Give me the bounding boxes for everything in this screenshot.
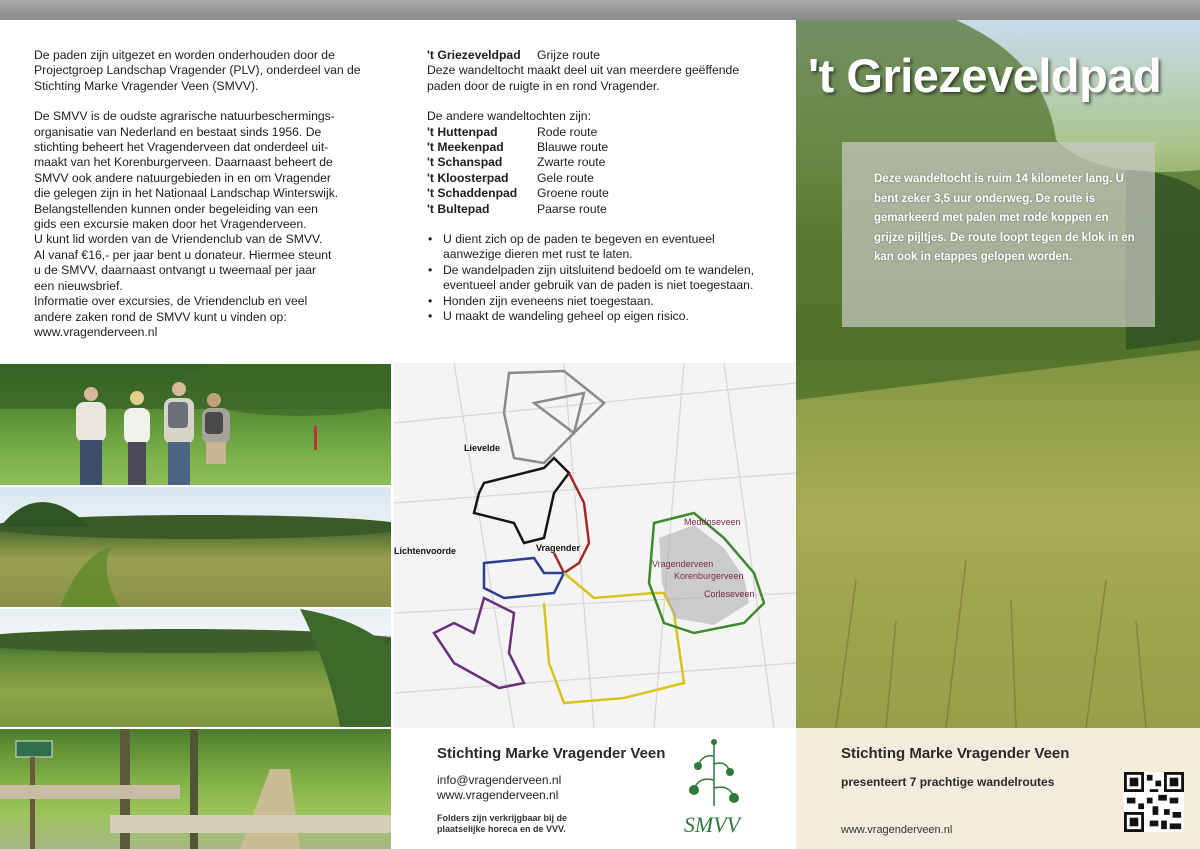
route-row-name: 't Kloosterpad — [427, 170, 509, 185]
route-row-color: Blauwe route — [537, 140, 609, 155]
cover-footer — [796, 728, 1200, 849]
cover-landscape — [796, 20, 1200, 728]
smvv-line: andere zaken rond de SMVV kunt u vinden op: — [34, 309, 287, 324]
map-label-lievelde: Lievelde — [464, 443, 501, 453]
photo-meadow — [0, 609, 391, 727]
purple-route — [434, 598, 524, 688]
route-row — [427, 125, 772, 140]
smvv-line: die gelegen zijn in het Nationaal Landschap Winterswijk. — [34, 186, 339, 201]
smvv-line: organisatie van Nederland en bestaat sinds 1956. De — [34, 124, 322, 139]
cover-org-name: Stichting Marke Vragender Veen — [841, 745, 1070, 762]
rule-item: • Honden zijn eveneens niet toegestaan. — [427, 294, 772, 309]
cover-website[interactable]: www.vragenderveen.nl — [841, 824, 953, 836]
map-label-vragender: Vragender — [536, 543, 581, 553]
middle-text-column — [427, 48, 772, 325]
route-row — [427, 186, 772, 201]
route-row — [427, 155, 772, 170]
route-row-name: 't Schaddenpad — [427, 186, 518, 201]
heath-illustration — [0, 487, 391, 607]
route-row-color: Groene route — [537, 186, 609, 201]
route-map[interactable] — [394, 363, 796, 728]
route-row-name: 't Bultepad — [427, 201, 490, 216]
route-color: Grijze route — [537, 48, 600, 62]
yellow-route — [544, 573, 684, 703]
smvv-logo — [676, 736, 748, 842]
rule-item: • U maakt de wandeling geheel op eigen risico. — [427, 309, 772, 324]
route-description: Deze wandeltocht maakt deel uit van meerdere geëffende paden door de ruigte in en rond Vragender. — [427, 63, 740, 93]
route-name: 't Griezeveldpad — [427, 48, 521, 62]
smvv-line: maakt van het Korenburgerveen. Daarnaast beheert de — [34, 155, 333, 170]
black-route — [474, 458, 569, 543]
smvv-line: Al vanaf €16,- per jaar bent u donateur. Hiermee steunt — [34, 247, 332, 262]
rule-item: • U dient zich op de paden te begeven en eventueel aanwezige dieren met rust te laten. — [427, 232, 772, 263]
smvv-line: u de SMVV, daarnaast ontvangt u tweemaal per jaar — [34, 263, 317, 278]
photo-forest-path — [0, 729, 391, 849]
photo-heath-field — [0, 487, 391, 607]
route-row-color: Paarse route — [537, 201, 607, 216]
rule-item: • De wandelpaden zijn uitsluitend bedoeld om te wandelen, eventueel ander gebruik van de paden is niet toegestaan. — [427, 263, 772, 294]
cover-photo — [796, 20, 1200, 728]
map-label-lichtenvoorde: Lichtenvoorde — [394, 546, 457, 556]
hikers-illustration — [0, 364, 391, 485]
smvv-line: stichting beheert het Vragenderveen dat onderdeel uit- — [34, 140, 329, 155]
blue-route — [484, 558, 564, 598]
smvv-line: De SMVV is de oudste agrarische natuurbeschermings- — [34, 109, 335, 124]
meadow-illustration — [0, 609, 391, 727]
other-routes-heading: De andere wandeltochten zijn: — [427, 109, 591, 124]
photo-hikers — [0, 364, 391, 485]
route-row-color: Zwarte route — [537, 155, 606, 170]
smvv-line: Informatie over excursies, de Vriendenclub en veel — [34, 294, 308, 309]
logo-text: SMVV — [683, 812, 741, 837]
route-row-name: 't Meekenpad — [427, 140, 504, 155]
map-label-korenburgerveen: Korenburgerveen — [674, 571, 744, 581]
contact-panel — [394, 728, 796, 849]
map-label-meddoseveen: Meddoseveen — [684, 517, 741, 527]
smvv-line: een nieuwsbrief. — [34, 278, 123, 293]
left-text-column — [34, 48, 364, 340]
smvv-line: Belangstellenden kunnen onder begeleiding van een — [34, 201, 318, 216]
smvv-line: gids een excursie maken door het Vragenderveen. — [34, 217, 307, 232]
contact-website[interactable]: www.vragenderveen.nl — [437, 788, 559, 802]
route-row — [427, 140, 772, 155]
map-label-corleseveen: Corleseveen — [704, 589, 755, 599]
contact-email[interactable]: info@vragenderveen.nl — [437, 773, 562, 787]
route-header — [427, 48, 772, 63]
route-row-color: Rode route — [537, 124, 598, 139]
smvv-line: U kunt lid worden van de Vriendenclub van de SMVV. — [34, 232, 323, 247]
route-row-name: 't Huttenpad — [427, 124, 498, 139]
map-label-vragenderveen: Vragenderveen — [652, 559, 714, 569]
rules-list — [427, 232, 772, 324]
website-link[interactable]: www.vragenderveen.nl — [34, 324, 158, 339]
forest-illustration — [0, 729, 391, 849]
cover-info-text: Deze wandeltocht is ruim 14 kilometer lang. U bent zeker 3,5 uur onderweg. De route is gemarkeerd met palen met rode koppen en grijze pijltjes. De route loopt tegen de klok in en kan ook in etappes gelopen worden. — [874, 173, 1135, 264]
intro-paragraph: De paden zijn uitgezet en worden onderhouden door de Projectgroep Landschap Vragender (PLV), onderdeel van de Stichting Marke Vragender Veen (SMVV). — [34, 48, 361, 93]
smvv-line: SMVV ook andere natuurgebieden in en om Vragender — [34, 170, 331, 185]
top-bar — [0, 0, 1200, 20]
route-row — [427, 171, 772, 186]
grey-route — [504, 371, 604, 463]
cover-title: 't Griezeveldpad — [808, 49, 1162, 102]
cover-subtitle: presenteert 7 prachtige wandelroutes — [841, 775, 1055, 789]
route-row — [427, 202, 772, 217]
folder-note: Folders zijn verkrijgbaar bij de plaatselijke horeca en de VVV. — [437, 813, 568, 834]
route-row-name: 't Schanspad — [427, 155, 503, 170]
contact-org-name: Stichting Marke Vragender Veen — [437, 745, 666, 762]
route-row-color: Gele route — [537, 170, 594, 185]
cover-info-box — [842, 142, 1155, 327]
qr-code-icon[interactable] — [1124, 772, 1184, 832]
